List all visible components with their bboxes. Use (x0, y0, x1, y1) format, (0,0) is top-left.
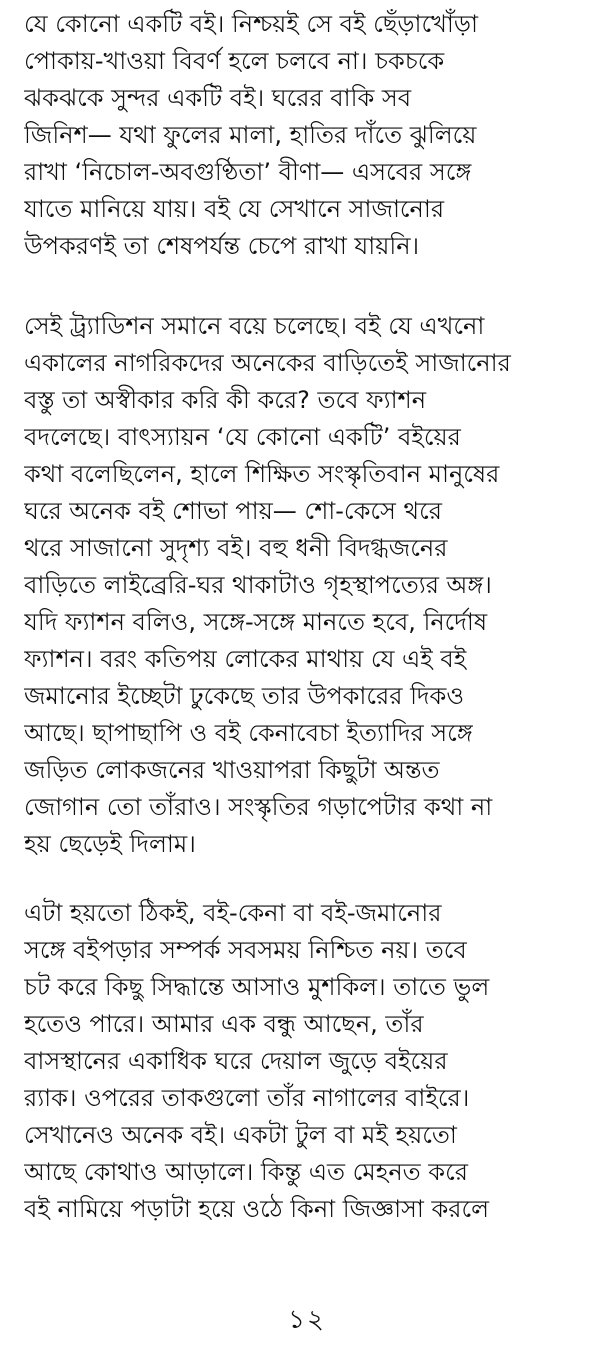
page-number: ১২ (288, 1305, 326, 1335)
text-line: বই নামিয়ে পড়াটা হয়ে ওঠে কিনা জিজ্ঞাসা করলে (24, 1195, 489, 1223)
text-line: সেই ট্র্যাডিশন সমানে বয়ে চলেছে। বই যে এখনো (24, 312, 485, 340)
text-line: এটা হয়তো ঠিকই, বই-কেনা বা বই-জমানোর (24, 899, 442, 927)
paragraph-3 (24, 895, 590, 1228)
text-line: যে কোনো একটি বই। নিশ্চয়ই সে বই ছেঁড়াখোঁড়া (24, 10, 478, 38)
text-line: বাসস্থানের একাধিক ঘরে দেয়াল জুড়ে বইয়ের (24, 1047, 448, 1075)
text-line: যদি ফ্যাশন বলিও, সঙ্গে-সঙ্গে মানতে হবে, নির্দোষ (24, 608, 488, 636)
text-line: জমানোর ইচ্ছেটা ঢুকেছে তার উপকারের দিকও (24, 682, 464, 710)
text-line: জড়িত লোকজনের খাওয়াপরা কিছুটা অন্তত (24, 756, 440, 784)
text-line: কথা বলেছিলেন, হালে শিক্ষিত সংস্কৃতিবান মানুষের (24, 460, 500, 488)
text-line: ফ্যাশন। বরং কতিপয় লোকের মাথায় যে এই বই (24, 645, 467, 673)
text-line: থরে সাজানো সুদৃশ্য বই। বহু ধনী বিদগ্ধজনের (24, 534, 448, 562)
text-line: ঝকঝকে সুন্দর একটি বই। ঘরের বাকি সব (24, 84, 412, 112)
paragraph-1 (24, 6, 590, 265)
text-line: বস্তু তা অস্বীকার করি কী করে? তবে ফ্যাশন (24, 386, 427, 414)
text-line: চট করে কিছু সিদ্ধান্তে আসাও মুশকিল। তাতে ভুল (24, 973, 490, 1001)
text-line: উপকরণই তা শেষপর্যন্ত চেপে রাখা যায়নি। (24, 232, 420, 260)
text-line: আছে কোথাও আড়ালে। কিন্তু এত মেহনত করে (24, 1158, 468, 1186)
text-line: হতেও পারে। আমার এক বন্ধু আছেন, তাঁর (24, 1010, 424, 1038)
text-line: সেখানেও অনেক বই। একটা টুল বা মই হয়তো (24, 1121, 457, 1149)
text-line: আছে। ছাপাছাপি ও বই কেনাবেচা ইত্যাদির সঙ্গে (24, 719, 473, 747)
text-line: যাতে মানিয়ে যায়। বই যে সেখানে সাজানোর (24, 195, 445, 223)
text-line: সঙ্গে বইপড়ার সম্পর্ক সবসময় নিশ্চিত নয়। তবে (24, 936, 467, 964)
text-line: জোগান তো তাঁরাও। সংস্কৃতির গড়াপেটার কথা না (24, 793, 493, 821)
text-line: একালের নাগরিকদের অনেকের বাড়িতেই সাজানোর (24, 349, 511, 377)
text-line: পোকায়-খাওয়া বিবর্ণ হলে চলবে না। চকচকে (24, 47, 445, 75)
paragraph-2 (24, 308, 590, 863)
text-line: হয় ছেড়েই দিলাম। (24, 830, 196, 858)
text-line: ঘরে অনেক বই শোভা পায়— শো-কেসে থরে (24, 497, 442, 525)
text-line: জিনিশ— যথা ফুলের মালা, হাতির দাঁতে ঝুলিয়ে (24, 121, 477, 149)
book-page (24, 0, 590, 1353)
text-line: রাখা ‘নিচোল-অবগুণ্ঠিতা’ বীণা— এসবের সঙ্গে (24, 158, 472, 186)
text-line: র‍্যাক। ওপরের তাকগুলো তাঁর নাগালের বাইরে। (24, 1084, 470, 1112)
text-line: বাড়িতে লাইব্রেরি-ঘর থাকাটাও গৃহস্থাপত্যের অঙ্গ। (24, 571, 492, 599)
text-line: বদলেছে। বাৎস্যায়ন ‘যে কোনো একটি’ বইয়ের (24, 423, 461, 451)
